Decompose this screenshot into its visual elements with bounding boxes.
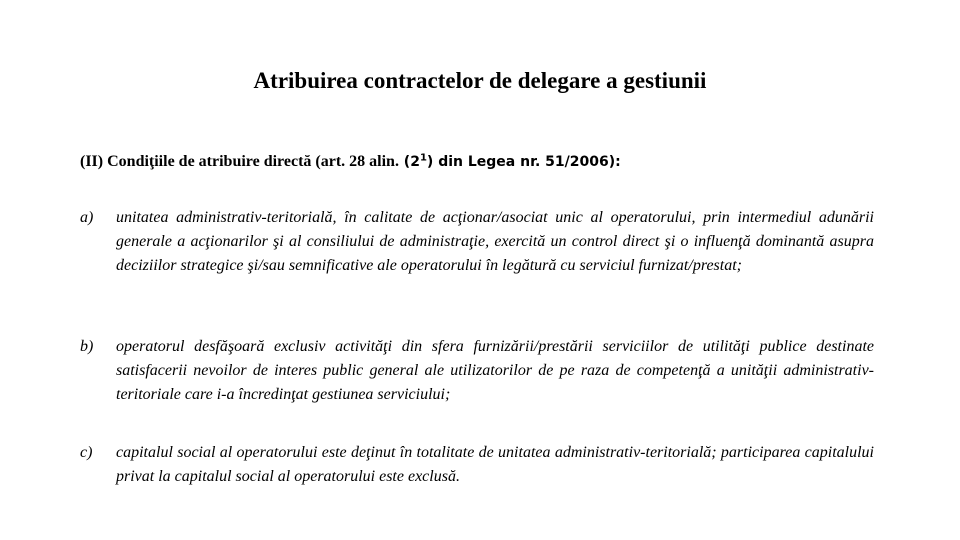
paragraph-superscript: 1 (419, 152, 427, 164)
list-item-b (80, 335, 874, 407)
section-heading-text: (II) Condiţiile de atribuire directă (art. 28 alin. (80, 153, 399, 170)
list-item-text: operatorul desfăşoară exclusiv activităţi din sfera furnizării/prestării serviciilor de utilităţi publice destinate satisfacerii nevoilor de interes public general ale utilizatorilor de pe raza de competenţă a unităţii administrativ-teritoriale care i-a încredinţat gestiunea serviciului; (116, 338, 874, 403)
slide-title: Atribuirea contractelor de delegare a gestiunii (253, 68, 707, 93)
law-reference: ) din Legea nr. 51/2006): (426, 154, 621, 170)
list-marker: a) (80, 209, 94, 226)
section-heading (80, 151, 621, 173)
section-heading-paragraph-ref (399, 154, 621, 170)
list-item-c (80, 441, 874, 489)
list-item-text: capitalul social al operatorului este deţinut în totalitate de unitatea administrativ-teritorială; participarea capitalului privat la capitalul social al operatorului este exclusă. (116, 444, 874, 485)
list-item-text: unitatea administrativ-teritorială, în calitate de acţionar/asociat unic al operatorului, prin intermediul adunării generale a acţionarilor şi al consiliului de administraţie, exercită un control direct şi o influenţă dominantă asupra deciziilor strategice şi/sau semnificative ale operatorului în legătură cu serviciul furnizat/prestat; (116, 209, 874, 274)
list-item-a (80, 206, 874, 278)
list-marker: b) (80, 338, 94, 355)
list-marker: c) (80, 444, 93, 461)
paragraph-number: (2 (398, 154, 420, 170)
